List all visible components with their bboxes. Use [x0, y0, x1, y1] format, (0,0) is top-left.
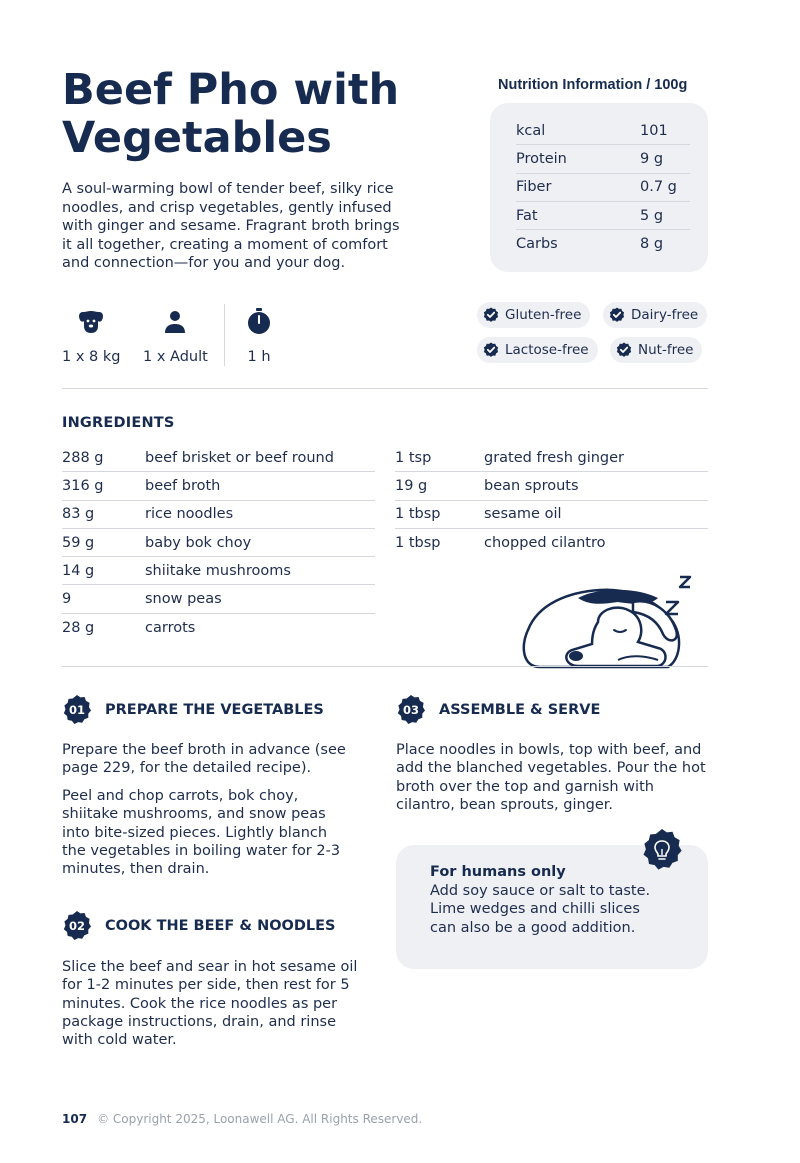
stat-label: 1 h: [247, 349, 271, 365]
ingredient-row: [395, 444, 708, 472]
step-number: 02: [68, 919, 85, 933]
ingredient-qty: 316 g: [62, 477, 104, 494]
ingredients-list-left: [62, 444, 375, 642]
ingredient-name: shiitake mushrooms: [145, 562, 291, 579]
badge-nut-free: [610, 337, 702, 363]
stat-divider: [224, 304, 225, 366]
nutrition-row: [516, 202, 690, 230]
section-divider: [62, 388, 708, 389]
step-title: COOK THE BEEF & NOODLES: [105, 918, 336, 934]
ingredient-qty: 1 tbsp: [395, 506, 441, 523]
badge-lactose-free: [477, 337, 598, 363]
nutrition-table: [490, 103, 708, 272]
stat-label: 1 x 8 kg: [62, 349, 121, 365]
stat-label: 1 x Adult: [143, 349, 208, 365]
nutrition-value: 0.7 g: [640, 179, 677, 196]
stopwatch-icon: [246, 305, 272, 337]
nutrition-heading: Nutrition Information / 100g: [498, 77, 688, 93]
dog-icon: [62, 305, 120, 337]
recipe-title-line1: Beef Pho with: [62, 65, 400, 115]
recipe-title-line2: Vegetables: [62, 113, 332, 163]
ingredient-row: [62, 614, 375, 642]
copyright-notice: © Copyright 2025, Loonawell AG. All Rights Reserved.: [97, 1112, 423, 1126]
check-badge-icon: [483, 342, 499, 358]
ingredient-row: [62, 557, 375, 585]
nutrition-label: Carbs: [516, 236, 558, 253]
badge-label: Gluten-free: [505, 307, 582, 323]
step-title: PREPARE THE VEGETABLES: [105, 702, 324, 718]
step-number: 01: [68, 703, 85, 717]
check-badge-icon: [609, 307, 625, 323]
check-badge-icon: [616, 342, 632, 358]
ingredient-row: [62, 585, 375, 613]
ingredient-row: [395, 472, 708, 500]
badge-dairy-free: [603, 302, 707, 328]
badge-label: Nut-free: [638, 342, 694, 358]
stat-time: [246, 305, 272, 365]
nutrition-value: 101: [640, 122, 668, 139]
person-icon: [143, 305, 208, 337]
step-title: ASSEMBLE & SERVE: [439, 702, 601, 718]
step-02-header: [62, 911, 335, 941]
ingredient-name: sesame oil: [484, 506, 562, 523]
nutrition-label: Fiber: [516, 179, 552, 196]
ingredient-name: chopped cilantro: [484, 535, 606, 552]
badge-label: Lactose-free: [505, 342, 589, 358]
step-number: 03: [402, 703, 419, 717]
badge-gluten-free: [477, 302, 590, 328]
ingredient-row: [395, 529, 708, 557]
nutrition-row: [516, 117, 690, 145]
ingredient-row: [395, 501, 708, 529]
ingredient-qty: 19 g: [395, 477, 428, 494]
ingredient-row: [62, 501, 375, 529]
ingredient-qty: 1 tsp: [395, 449, 432, 466]
ingredient-qty: 288 g: [62, 449, 104, 466]
ingredient-qty: 28 g: [62, 619, 95, 636]
ingredient-name: carrots: [145, 619, 196, 636]
recipe-title: [62, 66, 442, 162]
step-01-header: [62, 695, 324, 725]
badge-label: Dairy-free: [631, 307, 699, 323]
nutrition-value: 5 g: [640, 207, 664, 224]
lightbulb-icon: [641, 829, 683, 871]
page-number: 107: [62, 1112, 88, 1126]
ingredient-name: beef broth: [145, 477, 221, 494]
check-badge-icon: [483, 307, 499, 323]
ingredient-qty: 9: [62, 591, 72, 608]
nutrition-value: 9 g: [640, 150, 664, 167]
ingredient-name: bean sprouts: [484, 477, 579, 494]
nutrition-row: [516, 145, 690, 173]
ingredient-name: beef brisket or beef round: [145, 449, 334, 466]
tip-title: For humans only: [430, 864, 566, 880]
ingredient-name: snow peas: [145, 591, 222, 608]
stat-servings: [143, 305, 208, 365]
ingredient-name: grated fresh ginger: [484, 449, 625, 466]
step-number-badge: [62, 695, 92, 725]
step-01-paragraph-2: Peel and chop carrots, bok choy, shiitake mushrooms, and snow peas into bite-sized pieces. Lightly blanch the vegetables in boiling water for 2-3 minutes, then drain.: [62, 788, 341, 878]
page-footer: [62, 1112, 422, 1126]
ingredient-qty: 59 g: [62, 534, 95, 551]
ingredient-qty: 14 g: [62, 562, 95, 579]
stat-dog-weight: [62, 305, 120, 365]
step-03-header: [396, 695, 600, 725]
recipe-intro: A soul-warming bowl of tender beef, silky rice noodles, and crisp vegetables, gently infused with ginger and sesame. Fragrant broth brings it all together, creating a moment of comfort and connection—for you and your dog.: [62, 181, 400, 271]
ingredient-name: rice noodles: [145, 506, 234, 523]
ingredient-row: [62, 472, 375, 500]
step-02-paragraph-1: Slice the beef and sear in hot sesame oil for 1-2 minutes per side, then rest for 5 minutes. Cook the rice noodles as per package instructions, drain, and rinse with cold water.: [62, 959, 358, 1049]
ingredient-qty: 83 g: [62, 506, 95, 523]
nutrition-label: kcal: [516, 122, 546, 139]
tip-body: Add soy sauce or salt to taste. Lime wedges and chilli slices can also be a good addition.: [430, 882, 651, 936]
nutrition-label: Protein: [516, 150, 567, 167]
nutrition-row: [516, 230, 690, 258]
ingredients-list-right: [395, 444, 708, 557]
section-divider: [62, 666, 708, 667]
ingredient-row: [62, 444, 375, 472]
ingredient-row: [62, 529, 375, 557]
ingredient-qty: 1 tbsp: [395, 535, 441, 552]
step-number-badge: [62, 911, 92, 941]
step-03-paragraph-1: Place noodles in bowls, top with beef, and add the blanched vegetables. Pour the hot broth over the top and garnish with cilantro, bean sprouts, ginger.: [396, 742, 706, 813]
ingredient-name: baby bok choy: [145, 534, 252, 551]
nutrition-value: 8 g: [640, 236, 664, 253]
nutrition-label: Fat: [516, 207, 538, 224]
step-number-badge: [396, 695, 426, 725]
sleeping-dog-illustration: [518, 572, 698, 672]
ingredients-heading: INGREDIENTS: [62, 415, 175, 431]
nutrition-row: [516, 174, 690, 202]
step-01-paragraph-1: Prepare the beef broth in advance (see page 229, for the detailed recipe).: [62, 742, 346, 777]
